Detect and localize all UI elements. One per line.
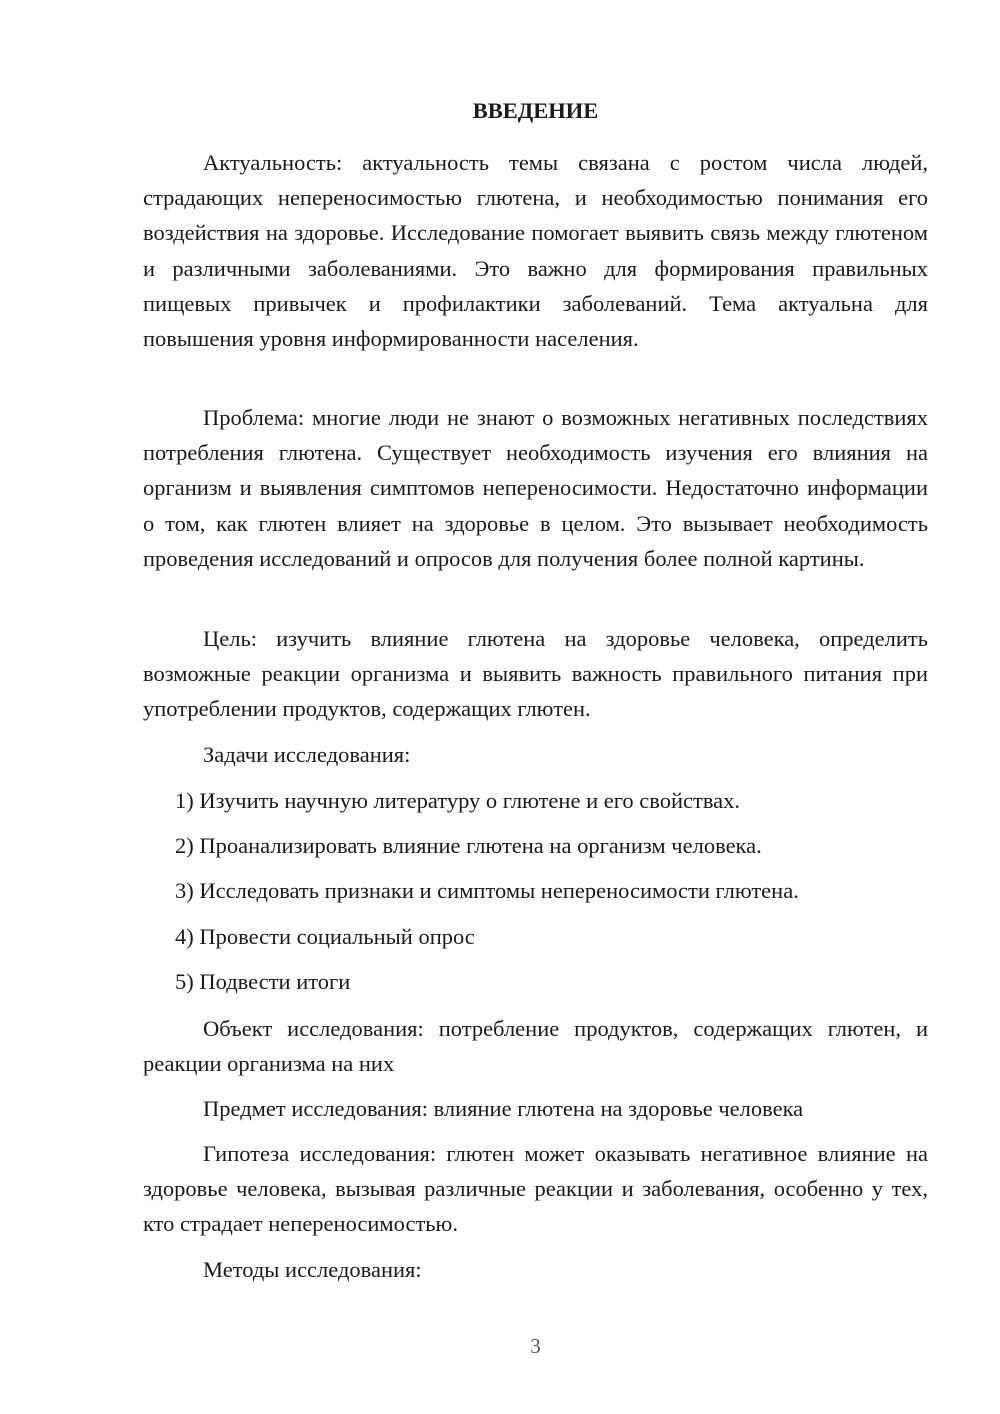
paragraph-relevance: Актуальность: актуальность темы связана с ростом числа людей, страдающих непереносимостью глютена, и необходимостью понимания его воздействия на здоровье. Исследование помогает выявить связь между глютеном и различными заболеваниями. Это важно для формирования правильных пищевых привычек и профилактики заболеваний. Тема актуальна для повышения уровня информированности населения. bbox=[143, 150, 928, 352]
paragraph-goal: Цель: изучить влияние глютена на здоровье человека, определить возможные реакции организма и выявить важность правильного питания при употреблении продуктов, содержащих глютен. bbox=[143, 626, 928, 722]
paragraph-hypothesis: Гипотеза исследования: глютен может оказывать негативное влияние на здоровье человека, вызывая различные реакции и заболевания, особенно у тех, кто страдает непереносимостью. bbox=[143, 1141, 928, 1237]
task-item-3: 3) Исследовать признаки и симптомы непереносимости глютена. bbox=[175, 878, 799, 903]
task-item-4: 4) Провести социальный опрос bbox=[175, 924, 475, 949]
methods-heading: Методы исследования: bbox=[203, 1257, 422, 1282]
page-title: ВВЕДЕНИЕ bbox=[472, 98, 599, 123]
task-item-1: 1) Изучить научную литературу о глютене и его свойствах. bbox=[175, 788, 741, 813]
tasks-heading: Задачи исследования: bbox=[203, 742, 411, 767]
task-item-5: 5) Подвести итоги bbox=[175, 969, 351, 994]
paragraph-object: Объект исследования: потребление продуктов, содержащих глютен, и реакции организма на них bbox=[143, 1016, 928, 1077]
paragraph-subject: Предмет исследования: влияние глютена на здоровье человека bbox=[203, 1096, 804, 1121]
paragraph-problem: Проблема: многие люди не знают о возможных негативных последствиях потребления глютена. Существует необходимость изучения его влияния на организм и выявления симптомов непереносимости. Недостаточно информации о том, как глютен влияет на здоровье в целом. Это вызывает необходимость проведения исследований и опросов для получения более полной картины. bbox=[143, 405, 928, 571]
page-number: 3 bbox=[530, 1334, 541, 1358]
task-item-2: 2) Проанализировать влияние глютена на организм человека. bbox=[175, 833, 762, 858]
